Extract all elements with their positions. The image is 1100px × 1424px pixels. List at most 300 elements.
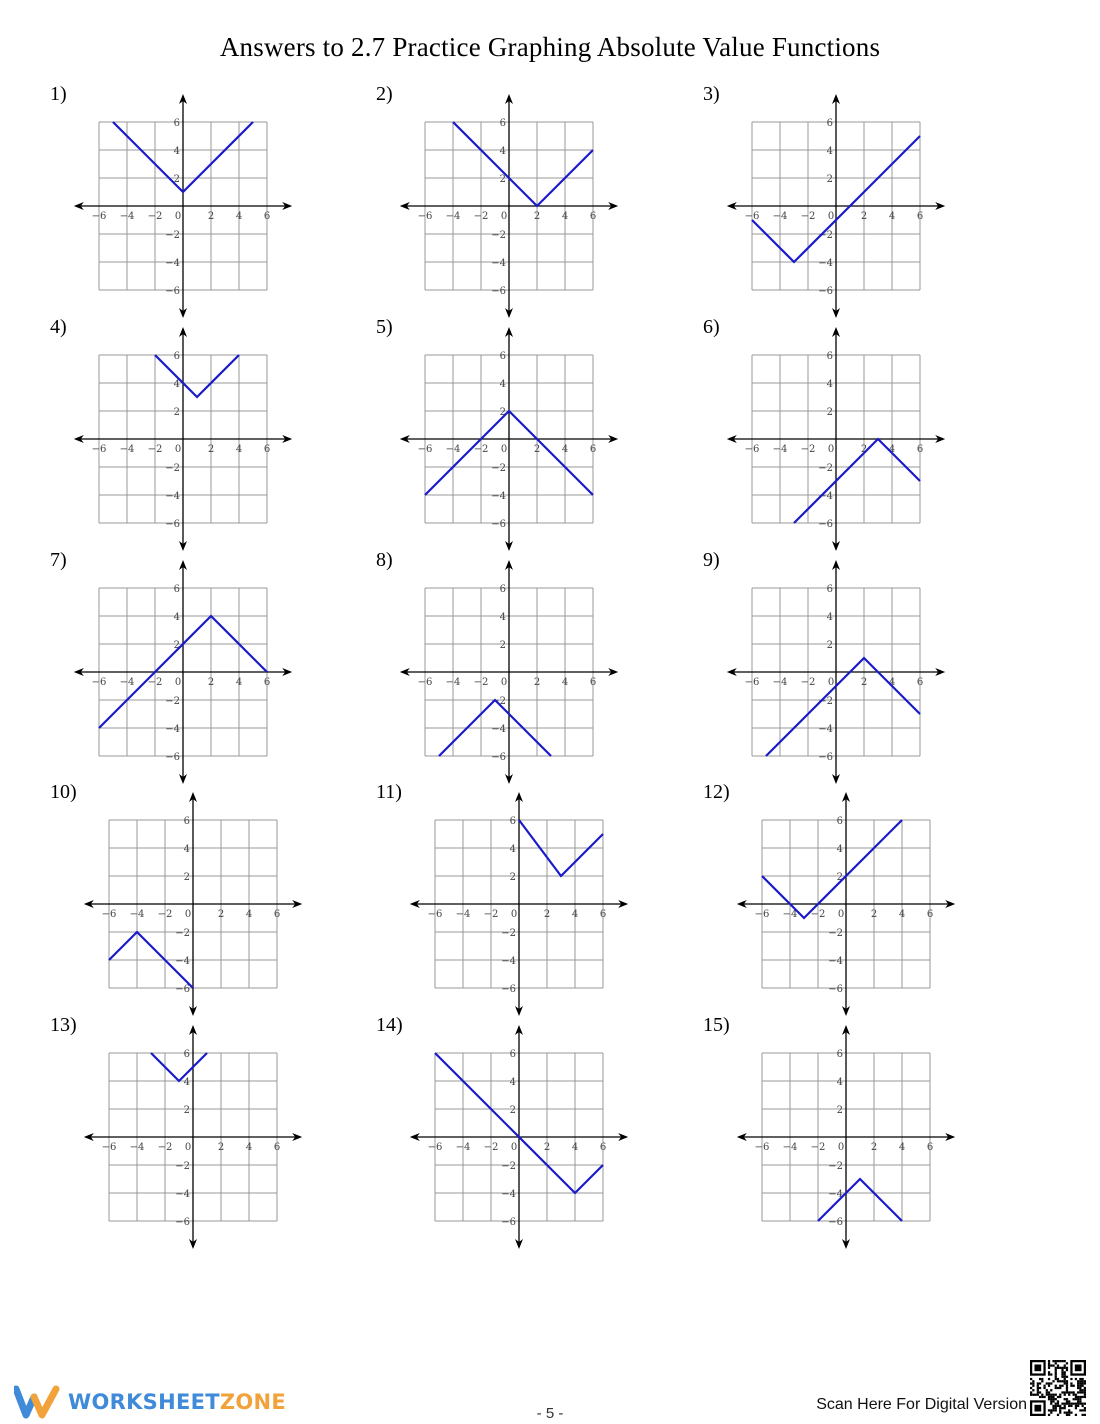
qr-module bbox=[1064, 1382, 1066, 1384]
problem-14 bbox=[376, 1014, 706, 1246]
absolute-value-graph bbox=[762, 820, 902, 918]
qr-module bbox=[1079, 1398, 1081, 1400]
graph-svg bbox=[727, 328, 967, 548]
qr-module bbox=[1075, 1403, 1077, 1405]
x-tick-label: 0 bbox=[500, 444, 508, 455]
qr-module bbox=[1075, 1378, 1077, 1380]
x-tick-label: 6 bbox=[589, 677, 597, 688]
qr-module bbox=[1041, 1394, 1043, 1396]
y-tick-label: 4 bbox=[499, 612, 506, 623]
qr-module bbox=[1052, 1398, 1054, 1400]
qr-module bbox=[1084, 1396, 1086, 1398]
y-tick-label: −2 bbox=[818, 463, 833, 474]
problem-number: 6) bbox=[703, 316, 720, 338]
x-tick-label: 6 bbox=[916, 211, 924, 222]
y-tick-label: 2 bbox=[183, 1105, 190, 1116]
y-tick-label: −4 bbox=[491, 258, 506, 269]
qr-module bbox=[1032, 1394, 1034, 1396]
qr-module bbox=[1082, 1396, 1084, 1398]
y-tick-label: −6 bbox=[818, 519, 833, 530]
x-tick-label: 0 bbox=[500, 677, 508, 688]
qr-module bbox=[1034, 1394, 1036, 1396]
qr-module bbox=[1057, 1400, 1059, 1402]
qr-module bbox=[1064, 1367, 1066, 1369]
qr-module bbox=[1066, 1367, 1068, 1369]
qr-module bbox=[1077, 1400, 1079, 1402]
x-tick-label: −6 bbox=[417, 677, 433, 688]
qr-module bbox=[1059, 1385, 1061, 1387]
qr-module bbox=[1057, 1405, 1059, 1407]
graph-svg bbox=[737, 793, 977, 1013]
y-tick-label: −4 bbox=[828, 956, 843, 967]
qr-module bbox=[1057, 1403, 1059, 1405]
y-tick-label: 6 bbox=[183, 1049, 190, 1060]
qr-module bbox=[1032, 1389, 1034, 1391]
y-tick-label: −4 bbox=[818, 724, 833, 735]
qr-module bbox=[1037, 1382, 1039, 1384]
y-tick-label: 6 bbox=[826, 584, 833, 595]
qr-module bbox=[1057, 1367, 1059, 1369]
qr-module bbox=[1084, 1409, 1086, 1411]
qr-module bbox=[1077, 1382, 1079, 1384]
x-tick-label: 2 bbox=[533, 211, 541, 222]
y-tick-label: 6 bbox=[173, 118, 180, 129]
problem-7 bbox=[50, 549, 380, 781]
qr-module bbox=[1077, 1385, 1079, 1387]
qr-module bbox=[1066, 1412, 1068, 1414]
qr-module bbox=[1064, 1391, 1066, 1393]
qr-module bbox=[1061, 1360, 1063, 1362]
qr-module bbox=[1066, 1385, 1068, 1387]
x-tick-label: 0 bbox=[174, 677, 182, 688]
qr-module bbox=[1055, 1398, 1057, 1400]
x-tick-label: 2 bbox=[860, 444, 868, 455]
qr-module bbox=[1075, 1405, 1077, 1407]
coordinate-graph bbox=[410, 1026, 650, 1246]
y-tick-label: −2 bbox=[491, 696, 506, 707]
qr-module bbox=[1064, 1407, 1066, 1409]
x-tick-label: 4 bbox=[561, 444, 569, 455]
qr-module bbox=[1064, 1373, 1066, 1375]
x-tick-label: −2 bbox=[810, 1142, 826, 1153]
qr-module bbox=[1030, 1391, 1032, 1393]
y-tick-label: −6 bbox=[491, 519, 506, 530]
coordinate-graph bbox=[737, 1026, 977, 1246]
x-tick-label: −6 bbox=[754, 1142, 770, 1153]
problem-6 bbox=[703, 316, 1033, 548]
x-tick-label: 4 bbox=[245, 909, 253, 920]
graph-svg bbox=[727, 95, 967, 315]
qr-module bbox=[1082, 1389, 1084, 1391]
x-tick-label: 4 bbox=[571, 909, 579, 920]
x-tick-label: 0 bbox=[510, 1142, 518, 1153]
qr-module bbox=[1064, 1403, 1066, 1405]
problem-number: 9) bbox=[703, 549, 720, 571]
problem-number: 1) bbox=[50, 83, 67, 105]
qr-module bbox=[1059, 1380, 1061, 1382]
qr-module bbox=[1082, 1382, 1084, 1384]
x-tick-label: 0 bbox=[510, 909, 518, 920]
qr-module bbox=[1057, 1396, 1059, 1398]
qr-module bbox=[1059, 1396, 1061, 1398]
y-tick-label: 2 bbox=[183, 872, 190, 883]
x-tick-label: 6 bbox=[599, 909, 607, 920]
qr-module bbox=[1037, 1389, 1039, 1391]
qr-module bbox=[1055, 1409, 1057, 1411]
qr-module bbox=[1079, 1378, 1081, 1380]
problem-number: 10) bbox=[50, 781, 77, 803]
coordinate-graph bbox=[410, 793, 650, 1013]
coordinate-graph bbox=[727, 95, 967, 315]
qr-module bbox=[1059, 1407, 1061, 1409]
qr-module bbox=[1030, 1382, 1032, 1384]
qr-module bbox=[1079, 1396, 1081, 1398]
x-tick-label: 4 bbox=[571, 1142, 579, 1153]
y-tick-label: 2 bbox=[826, 174, 833, 185]
qr-module bbox=[1084, 1394, 1086, 1396]
x-tick-label: −6 bbox=[754, 909, 770, 920]
coordinate-graph bbox=[400, 561, 640, 781]
y-tick-label: −6 bbox=[165, 752, 180, 763]
x-tick-label: −2 bbox=[147, 444, 163, 455]
y-tick-label: 6 bbox=[509, 1049, 516, 1060]
x-tick-label: 2 bbox=[533, 444, 541, 455]
y-tick-label: 2 bbox=[836, 1105, 843, 1116]
qr-module bbox=[1068, 1400, 1070, 1402]
qr-module bbox=[1079, 1387, 1081, 1389]
x-tick-label: 6 bbox=[599, 1142, 607, 1153]
qr-module bbox=[1066, 1387, 1068, 1389]
qr-module bbox=[1052, 1407, 1054, 1409]
y-tick-label: 2 bbox=[836, 872, 843, 883]
qr-module bbox=[1039, 1382, 1041, 1384]
qr-module bbox=[1037, 1391, 1039, 1393]
coordinate-graph bbox=[400, 328, 640, 548]
qr-module bbox=[1030, 1387, 1032, 1389]
x-tick-label: −4 bbox=[129, 1142, 145, 1153]
x-tick-label: 4 bbox=[561, 211, 569, 222]
qr-module bbox=[1050, 1396, 1052, 1398]
y-tick-label: −4 bbox=[501, 1189, 516, 1200]
qr-module bbox=[1075, 1407, 1077, 1409]
qr-module bbox=[1057, 1414, 1059, 1416]
graph-svg bbox=[84, 1026, 324, 1246]
qr-module bbox=[1064, 1364, 1066, 1366]
y-tick-label: 2 bbox=[826, 407, 833, 418]
x-tick-label: 0 bbox=[174, 211, 182, 222]
y-tick-label: −6 bbox=[491, 286, 506, 297]
page-number: - 5 - bbox=[536, 1405, 564, 1422]
y-tick-label: 6 bbox=[173, 584, 180, 595]
x-tick-label: 2 bbox=[543, 1142, 551, 1153]
x-tick-label: 6 bbox=[926, 909, 934, 920]
qr-module bbox=[1052, 1405, 1054, 1407]
qr-module bbox=[1050, 1412, 1052, 1414]
coordinate-graph bbox=[84, 1026, 324, 1246]
qr-module bbox=[1079, 1409, 1081, 1411]
x-tick-label: 6 bbox=[273, 909, 281, 920]
qr-module bbox=[1046, 1394, 1048, 1396]
x-tick-label: 4 bbox=[235, 677, 243, 688]
x-tick-label: −4 bbox=[455, 909, 471, 920]
qr-module bbox=[1068, 1409, 1070, 1411]
graph-svg bbox=[74, 95, 314, 315]
qr-module bbox=[1079, 1389, 1081, 1391]
qr-module bbox=[1068, 1391, 1070, 1393]
y-tick-label: −2 bbox=[818, 230, 833, 241]
qr-module bbox=[1048, 1360, 1050, 1362]
qr-module bbox=[1066, 1391, 1068, 1393]
y-tick-label: −6 bbox=[828, 1217, 843, 1228]
qr-module bbox=[1055, 1369, 1057, 1371]
qr-module bbox=[1082, 1405, 1084, 1407]
problem-4 bbox=[50, 316, 380, 548]
qr-module bbox=[1052, 1409, 1054, 1411]
y-tick-label: −4 bbox=[165, 724, 180, 735]
qr-module bbox=[1030, 1378, 1032, 1380]
qr-module bbox=[1064, 1360, 1066, 1362]
x-tick-label: 6 bbox=[916, 444, 924, 455]
x-tick-label: −2 bbox=[810, 909, 826, 920]
qr-module bbox=[1048, 1378, 1050, 1380]
y-tick-label: 4 bbox=[826, 379, 833, 390]
qr-module bbox=[1052, 1364, 1054, 1366]
coordinate-graph bbox=[400, 95, 640, 315]
problem-number: 12) bbox=[703, 781, 730, 803]
qr-module bbox=[1037, 1394, 1039, 1396]
qr-module bbox=[1055, 1373, 1057, 1375]
qr-finder-core bbox=[1075, 1364, 1082, 1371]
coordinate-graph bbox=[74, 328, 314, 548]
y-tick-label: −4 bbox=[175, 956, 190, 967]
problem-number: 11) bbox=[376, 781, 402, 803]
y-tick-label: 4 bbox=[836, 844, 843, 855]
qr-module bbox=[1057, 1387, 1059, 1389]
qr-module bbox=[1068, 1412, 1070, 1414]
qr-module bbox=[1046, 1382, 1048, 1384]
qr-module bbox=[1055, 1360, 1057, 1362]
qr-module bbox=[1073, 1394, 1075, 1396]
qr-module bbox=[1039, 1391, 1041, 1393]
qr-module bbox=[1073, 1398, 1075, 1400]
qr-module bbox=[1055, 1376, 1057, 1378]
qr-module bbox=[1084, 1389, 1086, 1391]
brand-name-main: WORKSHEET bbox=[68, 1390, 220, 1414]
qr-module bbox=[1082, 1385, 1084, 1387]
graph-svg bbox=[84, 793, 324, 1013]
qr-module bbox=[1068, 1405, 1070, 1407]
qr-module bbox=[1066, 1369, 1068, 1371]
x-tick-label: −6 bbox=[427, 909, 443, 920]
qr-module bbox=[1041, 1380, 1043, 1382]
x-tick-label: 4 bbox=[561, 677, 569, 688]
qr-module bbox=[1061, 1369, 1063, 1371]
qr-module bbox=[1050, 1364, 1052, 1366]
y-tick-label: −2 bbox=[501, 928, 516, 939]
qr-module bbox=[1048, 1396, 1050, 1398]
x-tick-label: 2 bbox=[217, 909, 225, 920]
qr-module bbox=[1084, 1407, 1086, 1409]
qr-module bbox=[1082, 1391, 1084, 1393]
y-tick-label: 2 bbox=[509, 1105, 516, 1116]
qr-module bbox=[1052, 1380, 1054, 1382]
x-tick-label: −6 bbox=[417, 211, 433, 222]
qr-module bbox=[1077, 1387, 1079, 1389]
y-tick-label: −4 bbox=[175, 1189, 190, 1200]
qr-module bbox=[1050, 1394, 1052, 1396]
y-tick-label: 4 bbox=[173, 146, 180, 157]
qr-module bbox=[1070, 1403, 1072, 1405]
qr-module bbox=[1064, 1380, 1066, 1382]
qr-code-icon[interactable] bbox=[1030, 1360, 1086, 1416]
qr-module bbox=[1061, 1407, 1063, 1409]
x-tick-label: 6 bbox=[926, 1142, 934, 1153]
qr-module bbox=[1059, 1367, 1061, 1369]
graph-svg bbox=[74, 561, 314, 781]
qr-module bbox=[1070, 1385, 1072, 1387]
qr-module bbox=[1066, 1398, 1068, 1400]
qr-module bbox=[1075, 1396, 1077, 1398]
y-tick-label: −2 bbox=[175, 928, 190, 939]
problem-number: 8) bbox=[376, 549, 393, 571]
problem-number: 2) bbox=[376, 83, 393, 105]
qr-module bbox=[1052, 1396, 1054, 1398]
problem-9 bbox=[703, 549, 1033, 781]
qr-module bbox=[1082, 1403, 1084, 1405]
x-tick-label: −2 bbox=[800, 444, 816, 455]
problem-number: 5) bbox=[376, 316, 393, 338]
qr-module bbox=[1059, 1405, 1061, 1407]
y-tick-label: −4 bbox=[165, 491, 180, 502]
x-tick-label: 4 bbox=[898, 1142, 906, 1153]
x-tick-label: 0 bbox=[827, 211, 835, 222]
coordinate-graph bbox=[74, 95, 314, 315]
y-tick-label: 6 bbox=[826, 351, 833, 362]
graph-svg bbox=[727, 561, 967, 781]
x-tick-label: 2 bbox=[207, 677, 215, 688]
qr-module bbox=[1059, 1387, 1061, 1389]
qr-module bbox=[1048, 1385, 1050, 1387]
problem-8 bbox=[376, 549, 706, 781]
qr-module bbox=[1075, 1414, 1077, 1416]
qr-module bbox=[1050, 1382, 1052, 1384]
qr-module bbox=[1057, 1380, 1059, 1382]
qr-module bbox=[1064, 1371, 1066, 1373]
y-tick-label: 2 bbox=[173, 407, 180, 418]
y-tick-label: −2 bbox=[175, 1161, 190, 1172]
y-tick-label: 4 bbox=[499, 146, 506, 157]
qr-module bbox=[1061, 1373, 1063, 1375]
qr-module bbox=[1048, 1364, 1050, 1366]
qr-module bbox=[1068, 1394, 1070, 1396]
x-tick-label: −4 bbox=[455, 1142, 471, 1153]
y-tick-label: −6 bbox=[175, 1217, 190, 1228]
x-tick-label: −4 bbox=[445, 444, 461, 455]
x-tick-label: −4 bbox=[119, 677, 135, 688]
y-tick-label: 2 bbox=[173, 174, 180, 185]
x-tick-label: −4 bbox=[129, 909, 145, 920]
qr-module bbox=[1070, 1405, 1072, 1407]
qr-module bbox=[1055, 1387, 1057, 1389]
y-tick-label: −2 bbox=[165, 463, 180, 474]
y-tick-label: −4 bbox=[501, 956, 516, 967]
qr-module bbox=[1068, 1414, 1070, 1416]
qr-module bbox=[1079, 1403, 1081, 1405]
qr-module bbox=[1055, 1371, 1057, 1373]
qr-module bbox=[1048, 1367, 1050, 1369]
qr-module bbox=[1048, 1371, 1050, 1373]
y-tick-label: −6 bbox=[501, 984, 516, 995]
qr-module bbox=[1050, 1403, 1052, 1405]
qr-module bbox=[1084, 1387, 1086, 1389]
qr-module bbox=[1073, 1391, 1075, 1393]
qr-module bbox=[1079, 1391, 1081, 1393]
qr-module bbox=[1084, 1403, 1086, 1405]
qr-module bbox=[1059, 1409, 1061, 1411]
x-tick-label: −6 bbox=[101, 1142, 117, 1153]
y-tick-label: −4 bbox=[818, 258, 833, 269]
qr-module bbox=[1066, 1400, 1068, 1402]
y-tick-label: −6 bbox=[175, 984, 190, 995]
qr-module bbox=[1057, 1364, 1059, 1366]
qr-module bbox=[1050, 1389, 1052, 1391]
x-tick-label: 6 bbox=[273, 1142, 281, 1153]
graph-svg bbox=[400, 561, 640, 781]
absolute-value-graph bbox=[155, 355, 239, 397]
x-tick-label: 2 bbox=[207, 211, 215, 222]
y-tick-label: 6 bbox=[499, 118, 506, 129]
y-tick-label: −4 bbox=[818, 491, 833, 502]
problem-2 bbox=[376, 83, 706, 315]
qr-module bbox=[1070, 1378, 1072, 1380]
qr-module bbox=[1064, 1412, 1066, 1414]
qr-module bbox=[1079, 1400, 1081, 1402]
qr-module bbox=[1050, 1398, 1052, 1400]
x-tick-label: −6 bbox=[91, 211, 107, 222]
qr-module bbox=[1037, 1385, 1039, 1387]
x-tick-label: 2 bbox=[543, 909, 551, 920]
x-tick-label: 0 bbox=[837, 1142, 845, 1153]
x-tick-label: 2 bbox=[860, 211, 868, 222]
absolute-value-graph bbox=[766, 658, 920, 756]
qr-module bbox=[1079, 1382, 1081, 1384]
qr-module bbox=[1048, 1373, 1050, 1375]
qr-module bbox=[1082, 1378, 1084, 1380]
y-tick-label: 2 bbox=[499, 640, 506, 651]
x-tick-label: 2 bbox=[207, 444, 215, 455]
y-tick-label: −4 bbox=[491, 724, 506, 735]
x-tick-label: −6 bbox=[744, 677, 760, 688]
x-tick-label: 2 bbox=[870, 1142, 878, 1153]
x-tick-label: −2 bbox=[157, 1142, 173, 1153]
y-tick-label: 4 bbox=[173, 379, 180, 390]
x-tick-label: 6 bbox=[263, 677, 271, 688]
qr-module bbox=[1061, 1403, 1063, 1405]
qr-module bbox=[1075, 1394, 1077, 1396]
y-tick-label: −2 bbox=[165, 696, 180, 707]
qr-module bbox=[1064, 1378, 1066, 1380]
x-tick-label: 4 bbox=[888, 677, 896, 688]
qr-module bbox=[1084, 1382, 1086, 1384]
qr-module bbox=[1073, 1385, 1075, 1387]
qr-module bbox=[1055, 1394, 1057, 1396]
y-tick-label: 4 bbox=[509, 844, 516, 855]
scan-text: Scan Here For Digital Version bbox=[816, 1396, 1027, 1413]
qr-module bbox=[1046, 1391, 1048, 1393]
x-tick-label: 0 bbox=[184, 1142, 192, 1153]
coordinate-graph bbox=[74, 561, 314, 781]
y-tick-label: −2 bbox=[165, 230, 180, 241]
